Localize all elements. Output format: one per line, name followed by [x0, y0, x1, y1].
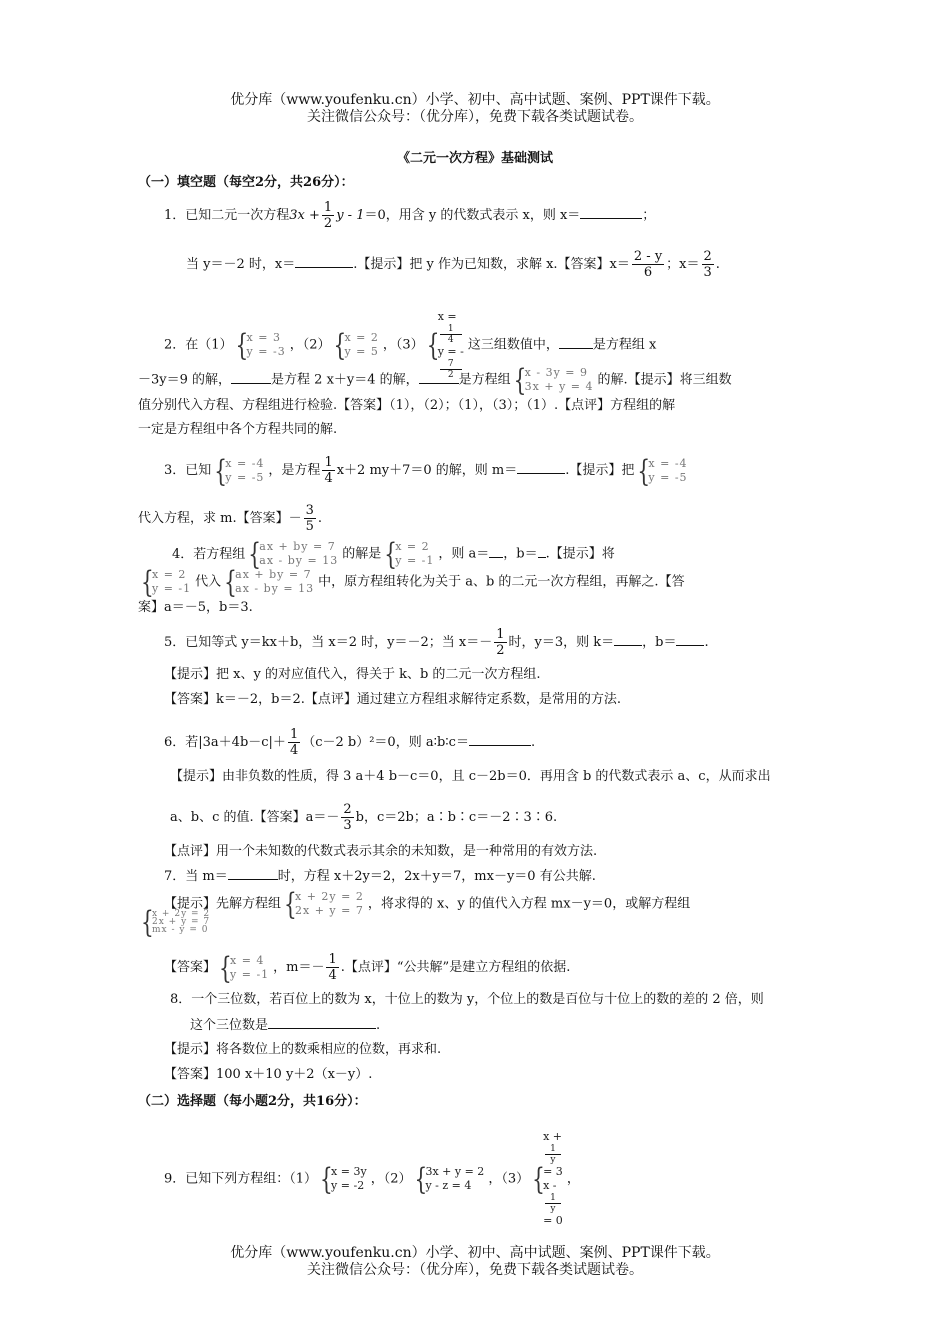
question-8-hint: 【提示】将各数位上的数乘相应的位数，再求和.	[164, 1042, 442, 1057]
fraction: $\frac{1}{4}$	[289, 727, 299, 758]
section-2-heading: （二）选择题（每小题2分，共16分）：	[138, 1094, 367, 1109]
equation-system: { x = -4 y = -5	[638, 457, 687, 485]
equation-system: { x - 3y = 9 3x + y = 4	[515, 366, 594, 394]
question-9-line-1: 9．已知下列方程组：（1） { x = 3y y = -2 ，（2） { 3x + y = 2 y - z = 4 ，（3） { x + 1 y = 3 x - 1 y = 0 ，	[164, 1130, 580, 1228]
answer-blank	[538, 545, 546, 558]
equation-system: { ax + by = 7 ax - by = 13	[249, 540, 338, 568]
equation-system: { x = 2 y = -1	[385, 540, 434, 568]
question-4-body: 4．若方程组 { ax + by = 7 ax - by = 13 的解是 { x = 2 y = -1 ，则 a＝ ，b＝ .【提示】将 { x = 2 y = -1 代入 { ax + by = 7 ax - by = 13 中，原方程组转化为关于 a、b 的二元一次方程组，再解之.【答 案】a＝－5，b＝3.	[138, 540, 814, 620]
fraction: $\frac{2 - y}{6}$	[633, 249, 663, 280]
question-5-hint: 【提示】把 x、y 的对应值代入，得关于 k、b 的二元一次方程组.	[164, 667, 541, 682]
question-1-line-1: 1．已知二元一次方程3x + $\frac{1}{2}$ y - 1＝0，用含 y 的代数式表示 x，则 x＝ ；	[164, 200, 656, 231]
question-6-hint-1: 【提示】由非负数的性质，得 3 a＋4 b－c＝0，且 c－2b＝0．再用含 b 的代数式表示 a、c，从而求出	[170, 769, 771, 784]
question-7-system	[138, 910, 214, 934]
answer-blank	[469, 733, 531, 746]
answer-blank	[559, 336, 593, 349]
header-line-2: 关注微信公众号：（优分库），免费下载各类试题试卷。	[307, 109, 643, 125]
header-line-1: 优分库（www.youfenku.cn）小学、初中、高中试题、案例、PPT课件下载。	[230, 92, 720, 108]
question-3-line-2: 代入方程，求 m.【答案】－ $\frac{3}{5}$ .	[138, 503, 323, 534]
question-8-line-1: 8．一个三位数，若百位上的数为 x，十位上的数为 y，个位上的数是百位与十位上的数的差的 2 倍，则	[170, 992, 764, 1007]
question-6-hint-2: a、b、c 的值.【答案】a＝－ $\frac{2}{3}$ b，c＝2b；a∶b∶c＝－2∶3∶6.	[170, 802, 558, 833]
answer-blank	[228, 867, 278, 880]
question-1-line-2: 当 y＝－2 时，x＝ .【提示】把 y 作为已知数，求解 x.【答案】x＝ $\frac{2 - y}{6}$ ；x＝ $\frac{2}{3}$ .	[186, 249, 720, 280]
equation-system: { x + 2y = 2 2x + y = 7 mx - y = 0	[142, 910, 210, 934]
equation-system: { x + 2y = 2 2x + y = 7	[285, 890, 364, 918]
question-5-line-1: 5．已知等式 y＝kx＋b，当 x＝2 时，y＝－2；当 x＝－ $\frac{1}{2}$ 时，y＝3，则 k＝ ，b＝ .	[164, 627, 709, 658]
fraction: $\frac{2}{3}$	[343, 802, 352, 833]
answer-blank	[580, 206, 642, 219]
equation-system: { x = 1 4 y = - 7 2	[428, 310, 464, 380]
equation-system: { x = 2 y = 5	[334, 331, 378, 359]
equation-system: { x = 3 y = -3	[237, 331, 286, 359]
equation-system: { x = 2 y = -1	[142, 568, 191, 596]
answer-blank	[489, 545, 503, 558]
answer-blank	[295, 255, 353, 268]
fraction: $\frac{1}{2}$	[496, 627, 505, 658]
answer-blank	[231, 371, 271, 384]
question-2-line-1: 2．在（1） { x = 3 y = -3 ，（2） { x = 2 y = 5 ，（3） { x = 1 4 y = - 7 2 这三组数值中， 是方程组 x	[164, 310, 656, 380]
question-5-answer: 【答案】k＝－2，b＝2.【点评】通过建立方程组求解待定系数，是常用的方法.	[164, 692, 622, 707]
equation-system: { x = -4 y = -5	[215, 457, 264, 485]
question-2-body: －3y＝9 的解， 是方程 2 x＋y＝4 的解， 是方程组 { x - 3y = 9 3x + y = 4 的解.【提示】将三组数 值分别代入方程、方程组进行检验.【答案】（1），（2）；（1），（3）；（1）.【点评】方程组的解 一定是方程组中各个方程共同的解.	[138, 366, 814, 442]
answer-blank	[268, 1016, 376, 1029]
fraction: $\frac{1}{2}$	[323, 200, 333, 231]
fraction: $\frac{1}{4}$	[328, 952, 337, 983]
question-8-line-2: 这个三位数是 .	[190, 1018, 381, 1033]
question-7-answer: 【答案】 { x = 4 y = -1 ，m＝－ $\frac{1}{4}$ .【点评】“公共解”是建立方程组的依据.	[164, 952, 570, 983]
question-6-comment: 【点评】用一个未知数的代数式表示其余的未知数，是一种常用的有效方法.	[164, 844, 598, 859]
answer-blank	[614, 633, 642, 646]
answer-blank	[517, 461, 565, 474]
footer-line-1: 优分库（www.youfenku.cn）小学、初中、高中试题、案例、PPT课件下载。	[230, 1245, 720, 1261]
question-7-hint: 【提示】先解方程组 { x + 2y = 2 2x + y = 7 ，将求得的 x、y 的值代入方程 mx－y＝0，或解方程组	[164, 890, 690, 918]
question-7-line-1: 7．当 m＝ 时，方程 x＋2y＝2，2x＋y＝7，mx－y＝0 有公共解.	[164, 869, 596, 884]
answer-blank	[419, 371, 459, 384]
question-8-answer: 【答案】100 x＋10 y＋2（x－y）.	[164, 1067, 373, 1082]
question-3-line-1: 3．已知 { x = -4 y = -5 ，是方程 $\frac{1}{4}$ x＋2 my＋7＝0 的解，则 m＝ .【提示】把 { x = -4 y = -5	[164, 455, 692, 486]
question-6-line-1: 6．若|3a＋4b－c|＋ $\frac{1}{4}$ （c－2 b）²＝0，则 a∶b∶c＝ .	[164, 727, 536, 758]
equation-system: { ax + by = 7 ax - by = 13	[225, 568, 314, 596]
equation-system: { x + 1 y = 3 x - 1 y = 0	[533, 1130, 563, 1228]
equation-system: { 3x + y = 2 y - z = 4	[415, 1165, 484, 1193]
document-title: 《二元一次方程》基础测试	[396, 151, 553, 166]
fraction: $\frac{3}{5}$	[305, 503, 314, 534]
answer-blank	[676, 633, 704, 646]
equation-system: { x = 4 y = -1	[220, 954, 269, 982]
equation-system: { x = 3y y = -2	[321, 1165, 367, 1193]
fraction: $\frac{2}{3}$	[703, 249, 712, 280]
fraction: $\frac{1}{4}$	[324, 455, 333, 486]
footer-line-2: 关注微信公众号：（优分库），免费下载各类试题试卷。	[307, 1262, 643, 1278]
section-1-heading: （一）填空题（每空2分，共26分）：	[138, 175, 354, 190]
